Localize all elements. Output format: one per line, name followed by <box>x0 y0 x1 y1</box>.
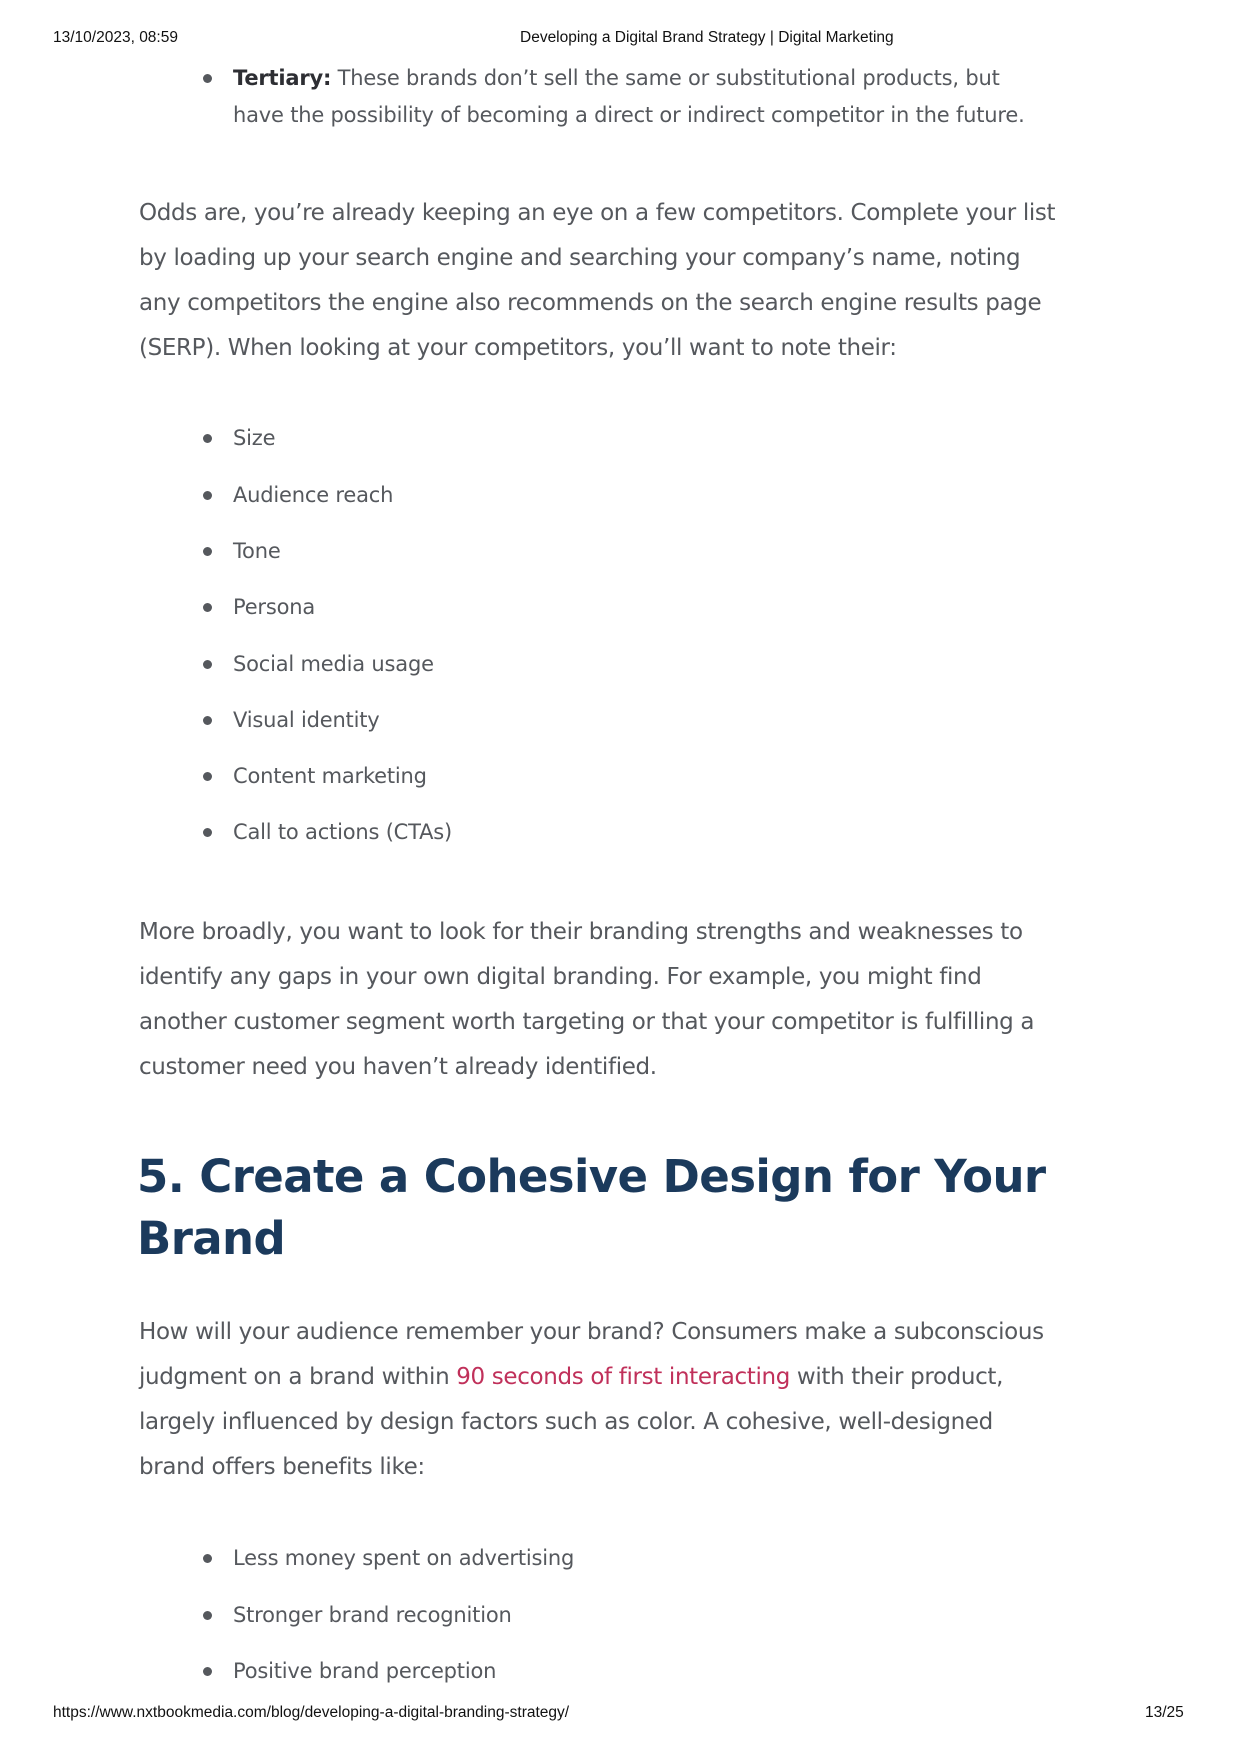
list-item-text: Visual identity <box>233 708 380 732</box>
list-item-text: Content marketing <box>233 764 427 788</box>
list-item-text: Tone <box>233 539 281 563</box>
bullet-icon <box>203 603 212 612</box>
paragraph-line: by loading up your search engine and searching your company’s name, noting <box>139 245 1021 271</box>
list-item-text: Positive brand perception <box>233 1659 497 1683</box>
bullet-icon <box>203 828 212 837</box>
print-footer-page-number: 13/25 <box>1145 1704 1184 1721</box>
list-item-text: Audience reach <box>233 483 394 507</box>
paragraph-line: any competitors the engine also recommends on the search engine results page <box>139 290 1042 316</box>
section-heading-line1: 5. Create a Cohesive Design for Your <box>137 1150 1046 1203</box>
print-footer-url: https://www.nxtbookmedia.com/blog/developing-a-digital-branding-strategy/ <box>53 1704 570 1721</box>
tertiary-label: Tertiary: <box>233 66 332 90</box>
bullet-icon <box>203 772 212 781</box>
bullet-icon <box>203 491 212 500</box>
bullet-icon <box>203 434 212 443</box>
tertiary-text-line1: These brands don’t sell the same or substitutional products, but <box>331 66 1000 90</box>
bullet-icon <box>203 660 212 669</box>
section-heading-line2: Brand <box>137 1212 286 1265</box>
bullet-icon <box>203 1667 212 1676</box>
list-item-text: Persona <box>233 595 316 619</box>
paragraph-line: identify any gaps in your own digital branding. For example, you might find <box>139 964 982 990</box>
list-item-text: Stronger brand recognition <box>233 1603 512 1627</box>
paragraph-text: with their product, <box>789 1364 1004 1390</box>
paragraph-line: (SERP). When looking at your competitors, you’ll want to note their: <box>139 335 897 361</box>
bullet-icon <box>203 1554 212 1563</box>
tertiary-text-line2: have the possibility of becoming a direct or indirect competitor in the future. <box>233 103 1025 127</box>
list-item-text: Social media usage <box>233 652 434 676</box>
list-item-text: Call to actions (CTAs) <box>233 820 453 844</box>
paragraph-text: judgment on a brand within <box>139 1364 457 1390</box>
bullet-icon <box>203 547 212 556</box>
link-90-seconds[interactable]: 90 seconds of first interacting <box>456 1364 790 1390</box>
print-header-title: Developing a Digital Brand Strategy | Digital Marketing <box>520 29 894 46</box>
paragraph-line: Odds are, you’re already keeping an eye on a few competitors. Complete your list <box>139 200 1056 226</box>
print-header-datetime: 13/10/2023, 08:59 <box>53 29 178 46</box>
paragraph-line: largely influenced by design factors such as color. A cohesive, well-designed <box>139 1409 993 1435</box>
paragraph-line: How will your audience remember your brand? Consumers make a subconscious <box>139 1319 1044 1345</box>
paragraph-line <box>139 1364 1003 1390</box>
paragraph-line: another customer segment worth targeting or that your competitor is fulfilling a <box>139 1009 1035 1035</box>
list-item-text: Less money spent on advertising <box>233 1546 575 1570</box>
paragraph-line: brand offers benefits like: <box>139 1454 425 1480</box>
bullet-icon <box>203 74 212 83</box>
paragraph-line: customer need you haven’t already identified. <box>139 1054 657 1080</box>
bullet-icon <box>203 716 212 725</box>
paragraph-line: More broadly, you want to look for their branding strengths and weaknesses to <box>139 919 1023 945</box>
bullet-icon <box>203 1611 212 1620</box>
list-item-text: Size <box>233 426 276 450</box>
